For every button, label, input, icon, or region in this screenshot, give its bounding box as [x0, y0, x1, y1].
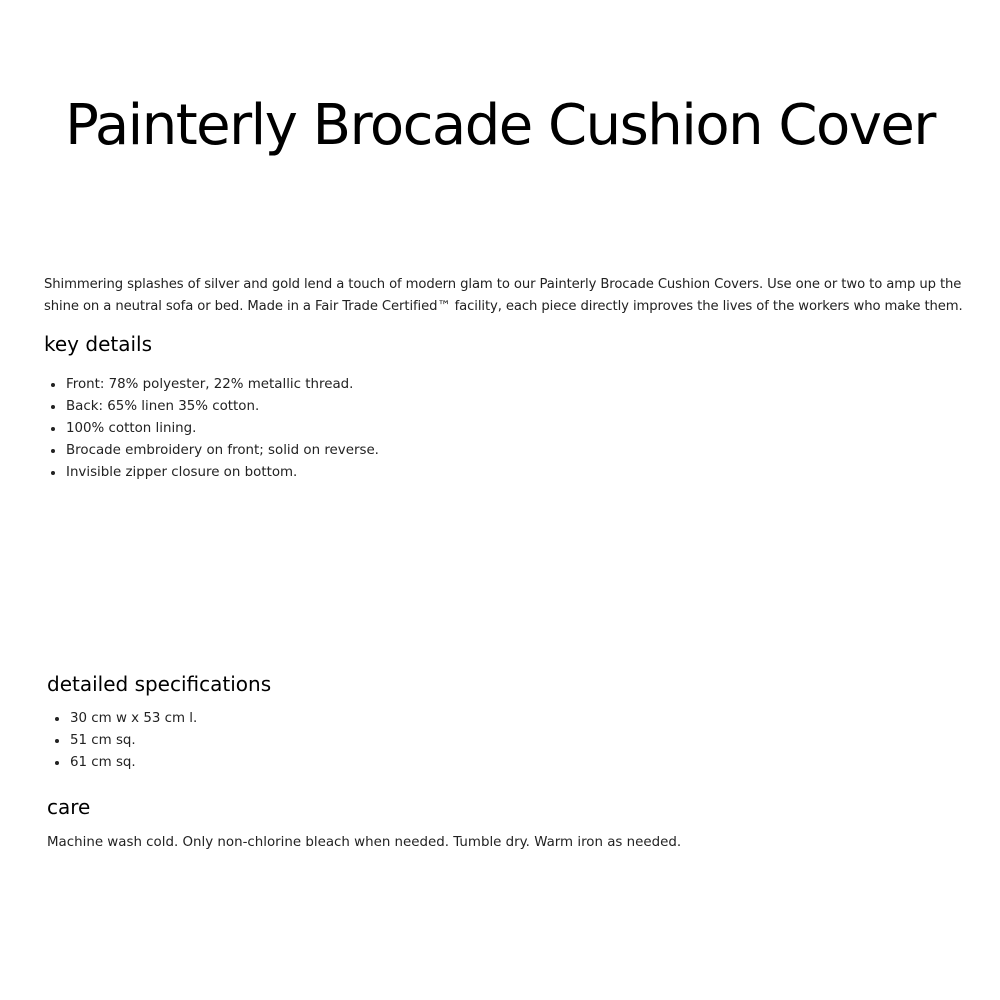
list-item-text: 51 cm sq. — [70, 733, 136, 748]
list-item — [44, 418, 379, 440]
list-item — [48, 752, 197, 774]
bullet-icon — [51, 427, 55, 431]
bullet-icon — [55, 739, 59, 743]
key-details-heading: key details — [44, 332, 152, 356]
list-item — [48, 730, 197, 752]
detailed-specifications-heading: detailed specifications — [47, 672, 272, 696]
detailed-specifications-list — [48, 708, 197, 774]
list-item-text: 100% cotton lining. — [66, 421, 197, 436]
bullet-icon — [51, 471, 55, 475]
list-item-text: Front: 78% polyester, 22% metallic thread. — [66, 377, 354, 392]
list-item-text: Invisible zipper closure on bottom. — [66, 465, 298, 480]
bullet-icon — [55, 717, 59, 721]
list-item-text: 30 cm w x 53 cm l. — [70, 711, 198, 726]
care-instructions: Machine wash cold. Only non-chlorine bleach when needed. Tumble dry. Warm iron as needed. — [47, 835, 682, 850]
list-item — [44, 440, 379, 462]
list-item-text: Back: 65% linen 35% cotton. — [66, 399, 260, 414]
key-details-list — [44, 374, 379, 484]
list-item — [44, 396, 379, 418]
bullet-icon — [51, 449, 55, 453]
page-title: Painterly Brocade Cushion Cover — [65, 93, 935, 158]
product-description: Shimmering splashes of silver and gold lend a touch of modern glam to our Painterly Brocade Cushion Covers. Use one or two to amp up the shine on a neutral sofa or bed. Made in a Fair Trade Certified™ facility, each piece directly improves the lives of the workers who make them. — [44, 277, 963, 314]
list-item-text: 61 cm sq. — [70, 755, 136, 770]
bullet-icon — [55, 761, 59, 765]
bullet-icon — [51, 383, 55, 387]
list-item-text: Brocade embroidery on front; solid on reverse. — [66, 443, 379, 458]
care-heading: care — [47, 795, 91, 819]
list-item — [44, 462, 379, 484]
list-item — [48, 708, 197, 730]
bullet-icon — [51, 405, 55, 409]
list-item — [44, 374, 379, 396]
